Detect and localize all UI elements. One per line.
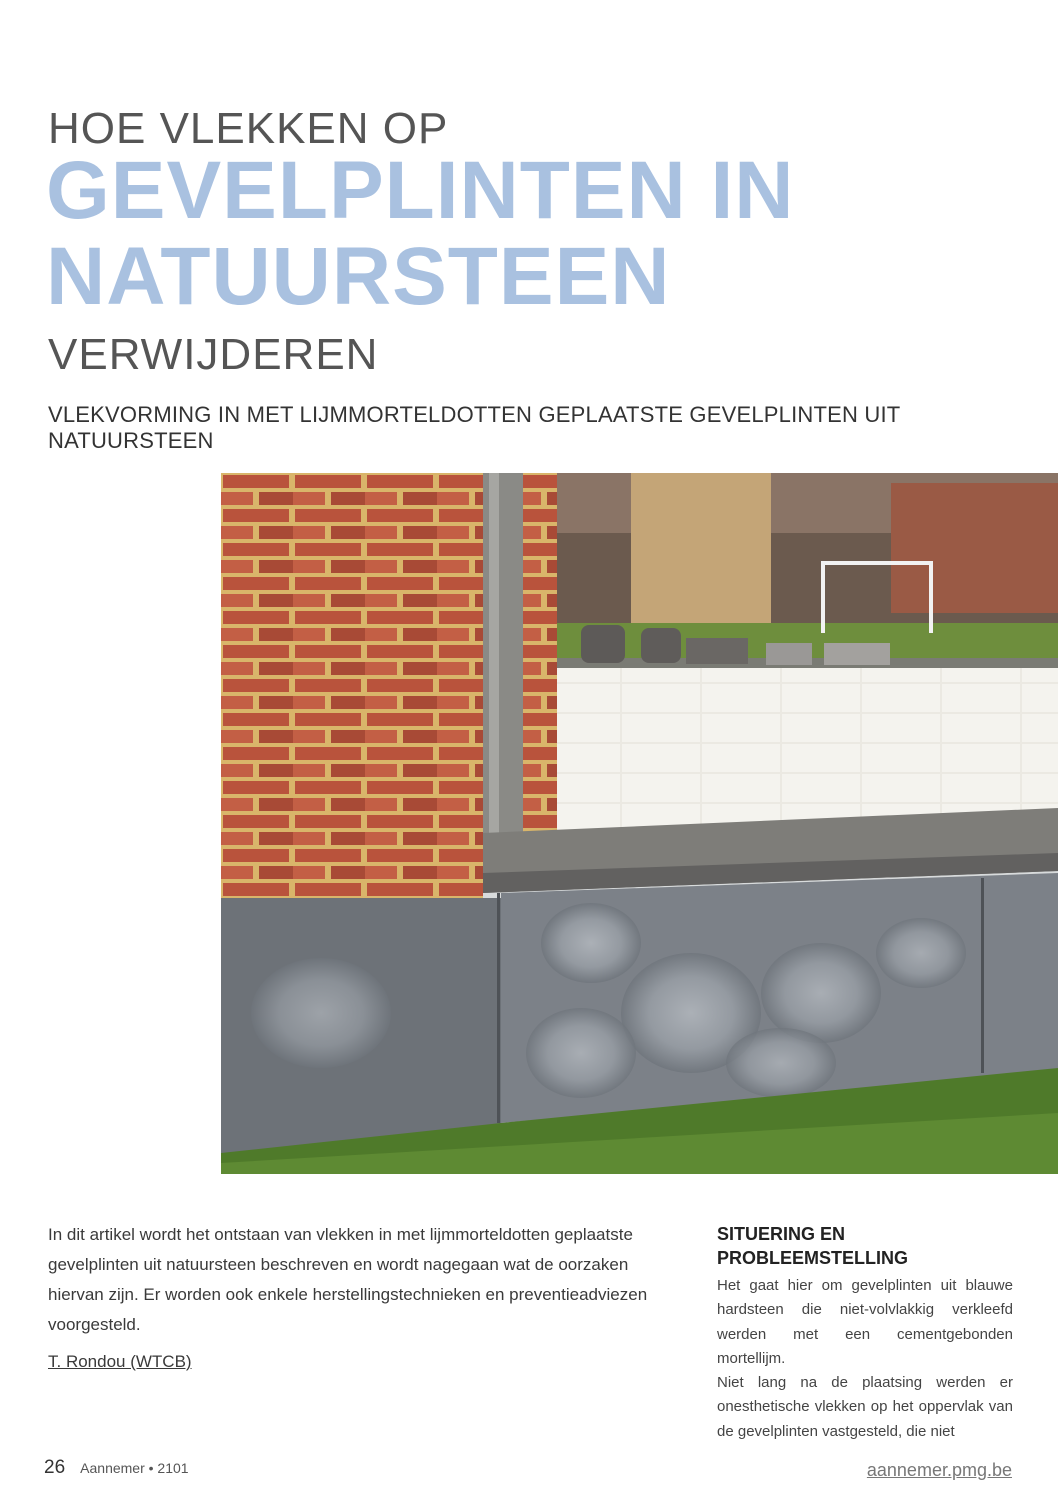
section-paragraph-1: Het gaat hier om gevelplinten uit blauwe hardsteen die niet-volvlakkig verkleefd werden met een cementgebonden mortellijm. xyxy=(717,1277,1013,1367)
headline-line-2: NATUURSTEEN xyxy=(46,231,671,322)
page-number: 26 xyxy=(44,1457,66,1478)
photo-illustration xyxy=(221,473,1058,1174)
section-heading-line-2: PROBLEEMSTELLING xyxy=(717,1248,909,1268)
section-heading xyxy=(717,1222,1017,1270)
subtitle: VLEKVORMING IN MET LIJMMORTELDOTTEN GEPLAATSTE GEVELPLINTEN UIT NATUURSTEEN xyxy=(48,402,901,453)
headline-kicker-top: HOE VLEKKEN OP xyxy=(48,104,449,153)
headline-line-1: GEVELPLINTEN IN xyxy=(46,145,795,236)
website-link[interactable]: aannemer.pmg.be xyxy=(866,1460,1012,1480)
headline-kicker-bottom: VERWIJDEREN xyxy=(48,330,379,379)
section-heading-line-1: SITUERING EN xyxy=(717,1224,846,1244)
magazine-issue: Aannemer • 2101 xyxy=(80,1460,189,1476)
headline xyxy=(46,145,846,322)
footer-left xyxy=(44,1457,189,1479)
article-photo xyxy=(221,473,1058,1174)
intro-paragraph: In dit artikel wordt het ontstaan van vlekken in met lijmmorteldotten geplaatste gevelplinten uit natuursteen beschreven en wordt nagegaan wat de oorzaken hiervan zijn. Er worden ook enkele herstellingstechnieken en preventieadviezen voorgesteld. xyxy=(48,1225,648,1334)
section-paragraph-2: Niet lang na de plaatsing werden er onesthetische vlekken op het oppervlak van de gevelplinten vastgesteld, die niet xyxy=(717,1374,1013,1440)
section-body xyxy=(717,1274,1013,1444)
author-link[interactable]: T. Rondou (WTCB) xyxy=(48,1352,192,1371)
